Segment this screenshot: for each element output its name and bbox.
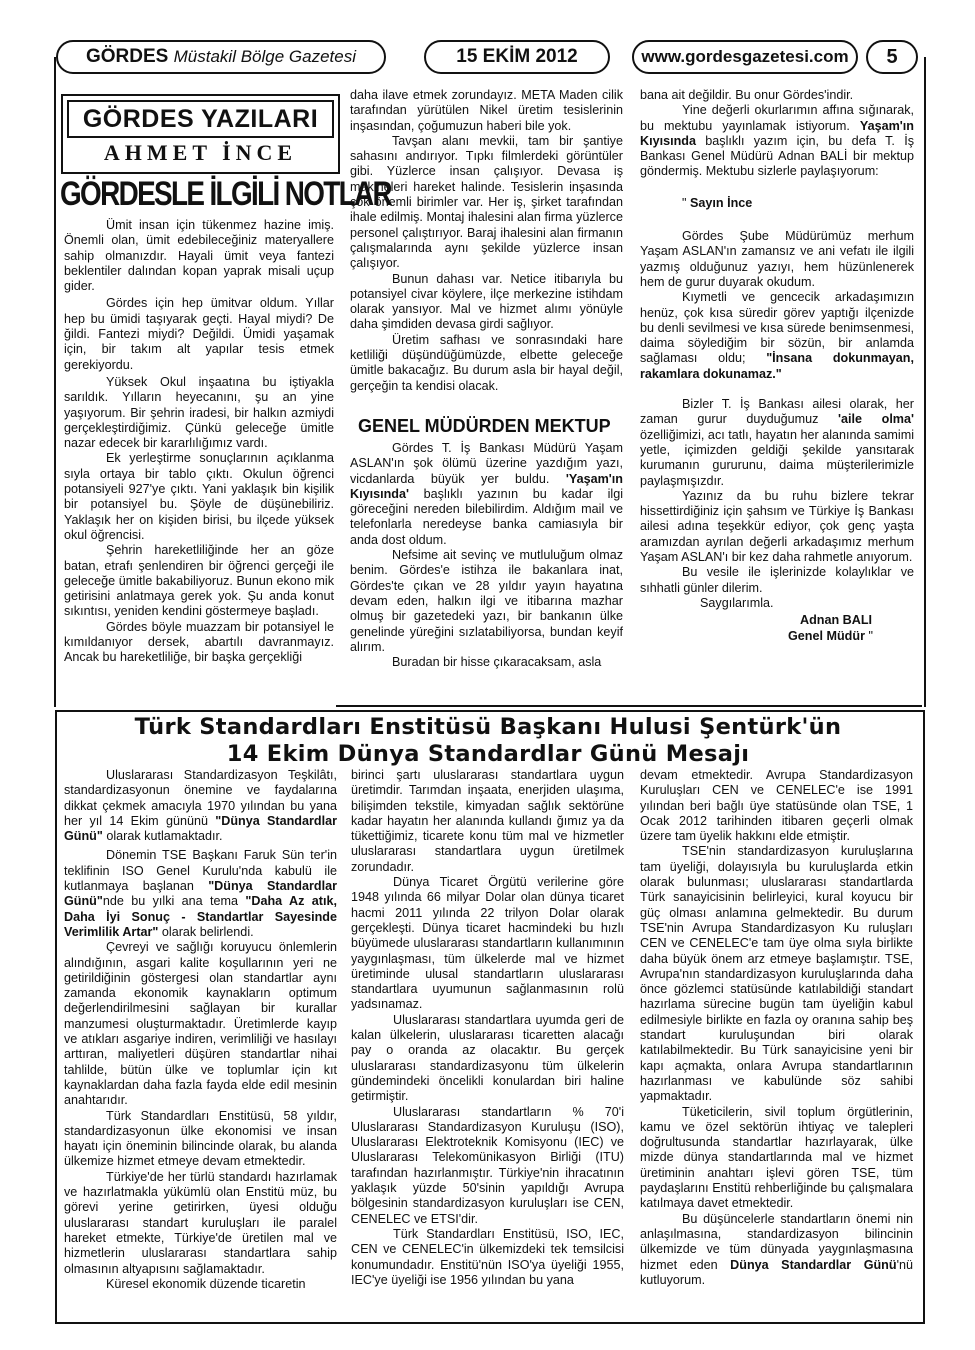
article-paragraph: Uluslararası Standardizasyon Teşkilâtı, standardizasyonun önemine ve faydalarına dikkat çekmek amacıyla 1970 yılından bu yana her yıl 14 Ekim gününü "Dünya Standardlar Günü" olarak kutlamaktadır. (64, 768, 337, 844)
article-column-2 (350, 88, 623, 670)
letter-paragraph: Kıymetli ve gencecik arkadaşımızın henüz, çok kısa süredir görev yaptığı ilçenizde bu denli sevilmesi ve kısa sürede benimsenmesi, daima söylediğim bir sözün, bir anlamda sağlaması oldu; "İnsana dokunmayan, rakamlara dokunamaz." (640, 290, 914, 381)
letter-paragraph: Yazınız da bu ruhu bizlere tekrar hissettirdiğiniz için şahsım ve Türkiye İş Bankası ailesi adına teşekkür ediyor, çok genç yaşta aramızdan ayrılan değerli arkadaşımız merhum Yaşam ASLAN'ı bir kez daha rahmetle anıyorum. (640, 488, 914, 565)
website-link[interactable]: www.gordesgazetesi.com (632, 40, 858, 74)
letter-paragraph: Gördes Şube Müdürümüz merhum Yaşam ASLAN'ın zamansız ve ani vefatı ile ilgili yazmış olduğunuz yazıyı, hem hüzünlenerek hem de gurur duyarak okudum. (640, 229, 914, 289)
article-paragraph: Bu düşüncelerle standartların önemi nin anlaşılmasına, standardizasyon bilincinin ülkemizde ve tüm dünyada yaygınlaşmasına hizmet eden Dünya Standardlar Günü'nü kutluyorum. (640, 1211, 913, 1287)
article-paragraph: Gördes için hep ümitvar oldum. Yıllar hep bu ümidi taşıyarak geçti. Hayal miydi? De ğildi. Fantezi miydi? Değildi. Ümidi yaşamak için, bir takım alt yapılar tesis etmek gerekiyordu. (64, 296, 334, 372)
tse-column-3 (640, 768, 913, 1288)
article-paragraph: Dünya Ticaret Örgütü verilerine göre 1948 yılında 66 milyar Dolar olan dünya ticaret hacmi 2011 yılında 22 trilyon Dolar olarak gerçekleşti. Dünya ticaret hacmindeki bu hızlı büyümede uluslararası standartların kullanımının yaygınlaşması, tüm ülkelerde mal ve hizmet üretiminde ulusal standartların uluslararası standartlara uyumunun sağlanmasının rolü yadsınamaz. (351, 875, 624, 1012)
article-paragraph: Ek yerleştirme sonuçlarının açıklanma sıyla ortaya bir tablo çıktı. Okulun öğrenci potansiyeli 927'ye çıktı. Yani yaklaşık bin kişilik bir potansiyel bu. Şöyle de düşünebiliriz. Yaklaşık her on kişiden birisi, bu ilçede yüksek okul öğrencisi. (64, 451, 334, 542)
article-paragraph: Çevreyi ve sağlığı koruyucu önlemlerin alındığının, asgari kalite koşullarının yeri ne getirildiğinin göstergesi olan standartlar aynı zamanda ekonomik kaynakların optimum değerlendirilmesini sağlayan bir kurallar manzumesi oluşturmaktadır. Üretimlerde kayıp ve atıkları asgariye indiren, verimliliği ve hasılayı arttıran, maliyetleri düşüren standartlar nihai tahlilde, bütün ülke ve toplumlar için kıt kaynaklardan daha fazla fayda elde edil mesinin anahtarıdır. (64, 940, 337, 1108)
article-paragraph: Dönemin TSE Başkanı Faruk Sün ter'in teklifinin ISO Genel Kurulu'nda kabulü ile kutlanmaya başlanan "Dünya Standardlar Günü"nde bu yılki ana tema "Daha Az atık, Daha İyi Sonuç - Standartlar Sayesinde Verimlilik Artar" olarak belirlendi. (64, 848, 338, 939)
tse-column-2 (351, 768, 624, 1288)
article-headline: GÖRDESLE İLGİLİ NOTLAR (60, 175, 392, 213)
column-series-title: GÖRDES YAZILARI (67, 100, 334, 138)
article-paragraph: Küresel ekonomik düzende ticaretin (106, 1276, 306, 1291)
letter-section-title: GENEL MÜDÜRDEN MEKTUP (358, 415, 611, 436)
tse-headline: Türk Standardları Enstitüsü Başkanı Hulusi Şentürk'ün 14 Ekim Dünya Standardlar Günü Mesajı (134, 714, 842, 767)
article-paragraph: TSE'nin standardizasyon kuruluşlarına tam üyeliği, dolayısıyla bu kuruluşlarda etkin olarak bulunması; uluslararası standartlarda Türk sanayicisinin belirleyici, kural koyucu bir güç olması anlamına gelmektedir. Bu durum TSE'nin Avrupa Standardizasyon Ku ruluşları CEN ve CENELEC'e tam üye olma sıyla birlikte daha büyük önem arz etmeye başlamıştır. TSE, Avrupa'nın standardizasyon kuruluşlarında daha önce gözlemci statüsünde katılabildiği standart hazırlama sürecine bugün tam üyeliğin kabul edilmesiyle birlikte en fazla oy oranına sahip beş standart kuruluşundan biri olarak katılabilmektedir. Bu Türk sanayicisine yeni bir kapı açmakta, onlara Avrupa standartlarının hazırlanması ve kabulünde söz sahibi yapmaktadır. (640, 844, 913, 1104)
issue-date: 15 EKİM 2012 (424, 40, 610, 74)
article-paragraph: Bunun dahası var. Netice itibarıyla bu potansiyel civar köylere, ilçe merkezine istihdam olarak yansıyor. Mal ve hizmet alımı yönüyle daha şimdiden devasa girdi sağlıyor. (350, 271, 623, 332)
article-paragraph: Tavşan alanı mevkii, tam bir şantiye sahasını andırıyor. Tıpkı filmlerdeki görüntüler gibi. Yüzlerce insan çalışıyor. Devasa iş makineleri hareket halinde. Tesislerin inşasında çok önemli birimler var. Her iş, şirket tarafından ihale edilmiş. Montaj ihalesini alan firma yüzlerce personel çalıştırıyor. Baraj ihalesini alan firmanın çalışmalarında aynı şekilde yüzlerce insan çalışıyor. (350, 133, 623, 271)
article-paragraph: Türk Standardları Enstitüsü, ISO, IEC, CEN ve CENELEC'in ülkemizdeki tek temsilcisi konumundadır. Enstitü'nün ISO'ya üyeliği 1955, IEC'ye üyeliği ise 1956 yılından bu yana (351, 1226, 624, 1287)
article-paragraph: Şehrin hareketliliğinde her an göze batan, etrafı şenlendiren bir öğrenci gerçeği ile geleceğe ümitle bakabiliyoruz. Bunun ekono mik getirisini anlatmaya gerek yok. Şu anda konut sıkıntısı, yeniden kendini göstermeye başladı. (64, 543, 334, 619)
page-number: 5 (866, 40, 918, 74)
article-paragraph: Uluslararası standartların % 70'i Uluslararası Standardizasyon Kuruluşu (ISO), Uluslararası Elektroteknik Komisyonu (IEC) ve Uluslararası Telekomünikasyon Birliği (ITU) tarafından hazırlanmıştır. Türkiye'nin ihracatının yaklaşık yüzde 50'sinin yapıldığı Avrupa bölgesinin standardizasyon kuruluşları ise CEN, CENELEC ve ETSI'dir. (351, 1104, 624, 1226)
article-paragraph: Üretim safhası ve sonrasındaki hare ketliliği düşündüğümüzde, elbette geleceğe ümitle bakacağız. Bu durum asla bir hayal değil, gerçeğin ta kendisi olacak. (350, 332, 623, 393)
article-paragraph: Tüketicilerin, sivil toplum örgütlerinin, kamu ve özel sektörün ihtiyaç ve talepleri doğrultusunda standartlar hazırlayarak, ülke mizde dünya standartlarında mal ve hizmet üretiminin anahtarı işlevi gören TSE, tüm paydaşlarını Enstitü rehberliğinde bu çalışmalara katılmaya davet etmektedir. (640, 1104, 913, 1211)
article-paragraph: birinci şartı uluslararası standartlara uygun üretimdir. Tarımdan inşaata, enerjiden ulaşıma, bilişimden tekstile, kimyadan sağlık sektörüne kadar hayatın her alanında kullandı ğımız ya da tükettiğimiz, ticarete konu tüm mal ve hizmetler uluslararası standartlara uygun üretilmek zorundadır. (351, 768, 624, 874)
article-paragraph: Gördes böyle muazzam bir potansiyel le kımıldanıyor dersek, abartılı davranmayız. Ancak bu hareketliliğe, bir başka gerçekliği (64, 619, 334, 665)
article-paragraph: bana ait değildir. Bu onur Gördes'indir. (640, 88, 854, 102)
article-paragraph: Türk Standardları Enstitüsü, 58 yıldır, standardizasyonun ülke ekonomisi ve insan hayatı için öneminin bilincinde olarak, bu alanda ülkemize hizmet etmeye devam etmektedir. (64, 1108, 337, 1169)
top-section-bottom-line (336, 705, 922, 707)
letter-paragraph: Buradan bir hisse çıkaracaksam, asla (392, 655, 602, 670)
article-paragraph: Türkiye'de her türlü standardı hazırlamak ve hazırlatmakla yükümlü olan Enstitü müz, bu görevi yerine getirirken, üyesi olduğu uluslararası standart kuruluşları ile paralel hareket etmekte, Türkiye'de üretilen mal ve hizmetlerin uluslararası standartlara sahip olmasının altyapısını sağlamaktadır. (64, 1169, 337, 1276)
tse-column-1 (64, 768, 337, 1292)
article-paragraph: daha ilave etmek zorundayız. META Maden cilik tarafından yürütülen Nikel üretim tesislerinin inşasından, çoğumuzun haberi bile yok. (350, 88, 623, 133)
paper-name: GÖRDES (85, 46, 169, 67)
article-column-3 (640, 88, 914, 644)
letter-paragraph: Nefsime ait sevinç ve mutluluğum olmaz benim. Gördes'e istihza ile bakanlara inat, Gördes'te çıkan ve 28 yıldır yayın hayatına devam eden, halkın ilgi ve itibarına mazhar olmuş bir gazetedeki yazı, bir bankanın ülke genelinde yüreğini sızlatabiliyorsa, bundan keyif alırım. (350, 548, 623, 654)
article-paragraph: Yine değerli okurlarımın affına sığınarak, bu mektubu yayınlamak istiyorum. Yaşam'ın Kıyısında başlıklı yazım için, bu defa T. İş Bankası Genel Müdürü Adnan BALİ bir mektup göndermiş. Mektubu sizlerle paylaşıyorum: (640, 103, 914, 179)
article-paragraph: Ümit insan için tükenmez hazine imiş. Önemli olan, ümit edebileceğiniz materyallere sahip olmanızdır. Hayali ümit veya fantezi beklentiler dalından kopan yaprak misali uçup gider. (64, 218, 334, 294)
letter-paragraph: Bizler T. İş Bankası ailesi olarak, her zaman gurur duyduğumuz 'aile olma' özelliğimizi, acı tatlı, hayatın her alanında samimi yetle, içimizden geldiği şekilde yansıtarak kurumanın gururunu, daima müşterilerimizle paylaşmışızdır. (640, 397, 915, 488)
column-header-box (61, 94, 340, 174)
signature-title: Genel Müdür " (788, 628, 873, 643)
letter-paragraph: Bu vesile ile işlerinizde kolaylıklar ve sıhhatli günler dilerim. (640, 565, 914, 595)
article-paragraph: devam etmektedir. Avrupa Standardizasyon Kuruluşları CEN ve CENELEC'e ise 1991 yılından beri bağlı üye statüsünde olan TSE, 1 Ocak 2012 tarihinden itibaren geçerli olmak üzere tam üyelik hakkını elde etmiştir. (640, 768, 913, 844)
column-author: AHMET İNCE (103, 140, 298, 165)
paper-subtitle: Müstakil Bölge Gazetesi (173, 47, 356, 66)
signature-name: Adnan BALI (800, 613, 873, 628)
article-paragraph: Yüksek Okul inşaatına bu iştiyakla sarıldık. Yılların heyecanını, şu an yine yaşıyorum. Bir şehrin iradesi, bir halkın azmiydi gerçekleştirdiğimiz. Çünkü geleceğe ümitle nazar edecek bir kararlılığımız vardı. (64, 374, 334, 451)
article-paragraph: Uluslararası standartlara uyumda geri de kalan ülkelerin, uluslararası ticaretten alacağı pay o oranda az olacaktır. Bu gerçek uluslararası standardizasyonu tüm ülkelerin gündemindeki öncelikli konulardan biri haline getirmiştir. (351, 1012, 624, 1104)
letter-paragraph: Gördes T. İş Bankası Müdürü Yaşam ASLAN'ın şok ölümü üzerine yazdığım yazı, vicdanlarda büyük yer buldu. 'Yaşam'ın Kıyısında' başlıklı yazının bu kadar ilgi göreceğini nereden bilebilirdim. Aldığım mail ve telefonlarla neredeyse banka camiasıyla bir anda dost oldum. (350, 440, 623, 547)
article-column-1 (64, 218, 334, 666)
letter-salutation: " Sayın İnce (682, 195, 753, 210)
letter-closing: Saygılarımla. (700, 595, 774, 610)
